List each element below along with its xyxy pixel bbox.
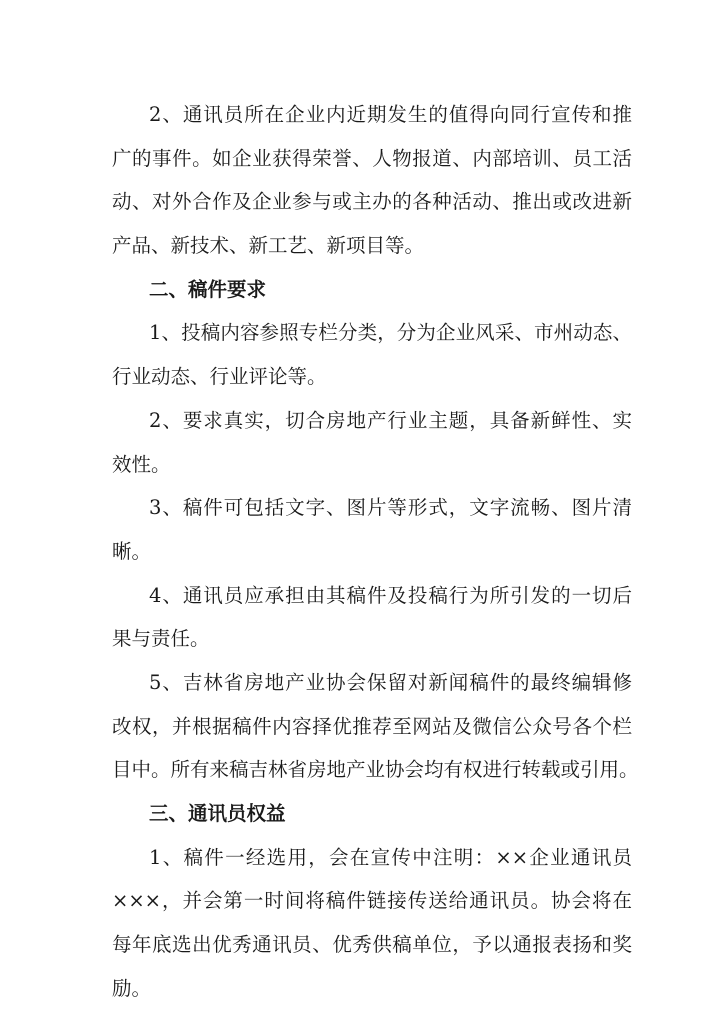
paragraph-line: 2、要求真实，切合房地产行业主题，具备新鲜性、实 [149, 408, 632, 432]
paragraph-line: 动、对外合作及企业参与或主办的各种活动、推出或改进新 [112, 190, 632, 214]
paragraph-line: 效性。 [112, 452, 171, 476]
paragraph-line: 每年底选出优秀通讯员、优秀供稿单位，予以通报表扬和奖 [112, 933, 632, 957]
paragraph-line: 1、投稿内容参照专栏分类，分为企业风采、市州动态、 [149, 321, 632, 345]
paragraph-line: 2、通讯员所在企业内近期发生的值得向同行宣传和推 [149, 103, 632, 126]
paragraph-line: 广的事件。如企业获得荣誉、人物报道、内部培训、员工活 [112, 146, 632, 170]
paragraph-line: 4、通讯员应承担由其稿件及投稿行为所引发的一切后 [149, 583, 632, 607]
paragraph-line: 目中。所有来稿吉林省房地产业协会均有权进行转载或引用。 [112, 758, 639, 782]
section-heading: 二、稿件要求 [149, 277, 267, 301]
paragraph-line: 产品、新技术、新工艺、新项目等。 [112, 234, 425, 258]
paragraph-line: ×××，并会第一时间将稿件链接传送给通讯员。协会将在 [112, 889, 632, 913]
paragraph-line: 5、吉林省房地产业协会保留对新闻稿件的最终编辑修 [149, 670, 632, 694]
paragraph-line: 晰。 [112, 539, 152, 563]
section-heading: 三、通讯员权益 [149, 802, 286, 825]
document-body [112, 98, 639, 1015]
paragraph-line: 3、稿件可包括文字、图片等形式，文字流畅、图片清 [149, 496, 632, 520]
paragraph-line: 行业动态、行业评论等。 [112, 365, 327, 389]
paragraph-line: 励。 [112, 976, 152, 1000]
paragraph-line: 改权，并根据稿件内容择优推荐至网站及微信公众号各个栏 [112, 714, 632, 738]
paragraph-line: 1、稿件一经选用，会在宣传中注明：××企业通讯员 [149, 845, 632, 869]
paragraph-line: 果与责任。 [112, 627, 210, 651]
